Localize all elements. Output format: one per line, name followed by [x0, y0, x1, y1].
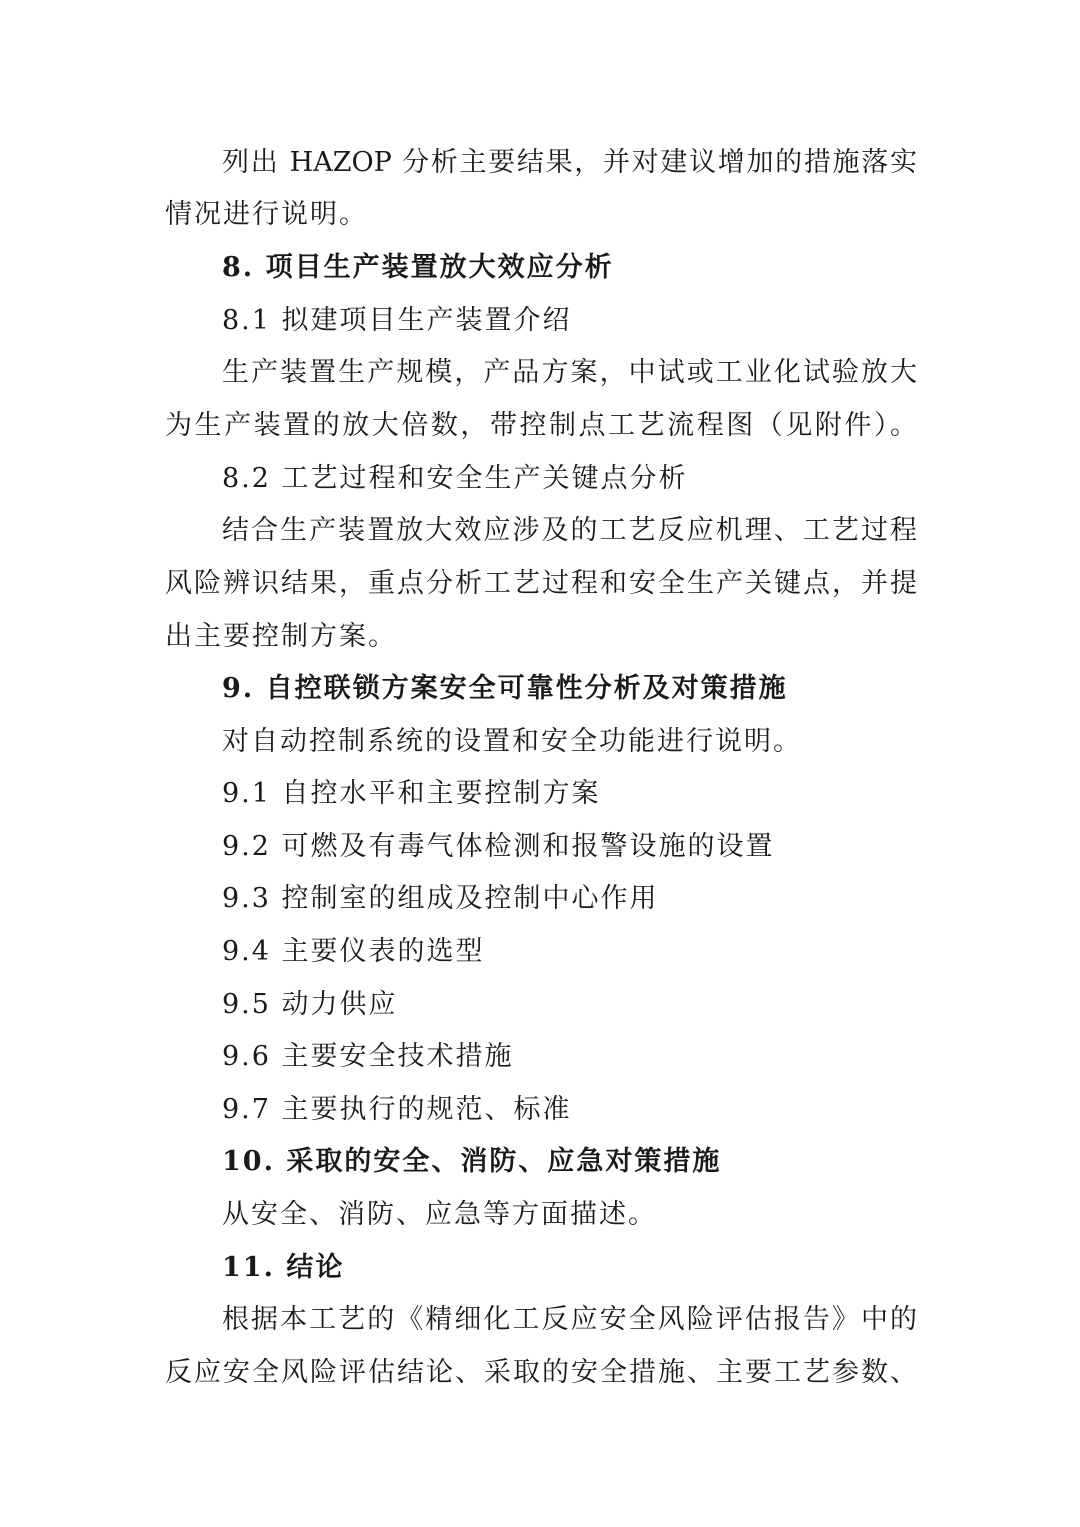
subsection-heading: 8.1 拟建项目生产装置介绍 — [222, 305, 572, 336]
paragraph-text: 根据本工艺的《精细化工反应安全风险评估报告》中的 — [222, 1304, 917, 1335]
subsection-heading: 8.2 工艺过程和安全生产关键点分析 — [222, 463, 688, 494]
subsection-heading: 9.3 控制室的组成及控制中心作用 — [222, 883, 659, 914]
subsection-heading: 9.1 自控水平和主要控制方案 — [222, 778, 601, 809]
section-heading: 9. 自控联锁方案安全可靠性分析及对策措施 — [222, 673, 788, 704]
paragraph-text: 结合生产装置放大效应涉及的工艺反应机理、工艺过程 — [222, 515, 917, 546]
paragraph-text: 生产装置生产规模，产品方案，中试或工业化试验放大 — [222, 357, 917, 388]
subsection-heading: 9.4 主要仪表的选型 — [222, 936, 485, 967]
paragraph-line — [0, 619, 1080, 655]
paragraph-line — [0, 355, 1080, 391]
subsection-heading: 9.5 动力供应 — [222, 989, 398, 1020]
paragraph-line — [0, 1197, 1080, 1233]
paragraph-text: 列出 HAZOP 分析主要结果，并对建议增加的措施落实 — [222, 147, 917, 178]
paragraph-line — [0, 513, 1080, 549]
paragraph-line — [0, 1355, 1080, 1391]
paragraph-line — [0, 566, 1080, 602]
paragraph-text: 反应安全风险评估结论、采取的安全措施、主要工艺参数、 — [165, 1357, 917, 1388]
paragraph-line — [0, 145, 1080, 181]
paragraph-text: 情况进行说明。 — [165, 199, 368, 230]
subsection-heading: 9.6 主要安全技术措施 — [222, 1041, 514, 1072]
section-heading: 8. 项目生产装置放大效应分析 — [222, 252, 614, 283]
paragraph-text: 对自动控制系统的设置和安全功能进行说明。 — [222, 726, 802, 757]
paragraph-line — [0, 1302, 1080, 1338]
paragraph-line — [0, 197, 1080, 233]
section-heading: 11. 结论 — [222, 1252, 345, 1283]
paragraph-text: 出主要控制方案。 — [165, 621, 397, 652]
subsection-heading: 9.2 可燃及有毒气体检测和报警设施的设置 — [222, 831, 775, 862]
paragraph-line — [0, 408, 1080, 444]
paragraph-text: 为生产装置的放大倍数，带控制点工艺流程图（见附件）。 — [165, 410, 917, 441]
paragraph-text: 风险辨识结果，重点分析工艺过程和安全生产关键点，并提 — [165, 568, 917, 599]
paragraph-line — [0, 724, 1080, 760]
section-heading: 10. 采取的安全、消防、应急对策措施 — [222, 1146, 722, 1177]
subsection-heading: 9.7 主要执行的规范、标准 — [222, 1094, 572, 1125]
paragraph-text: 从安全、消防、应急等方面描述。 — [222, 1199, 657, 1230]
